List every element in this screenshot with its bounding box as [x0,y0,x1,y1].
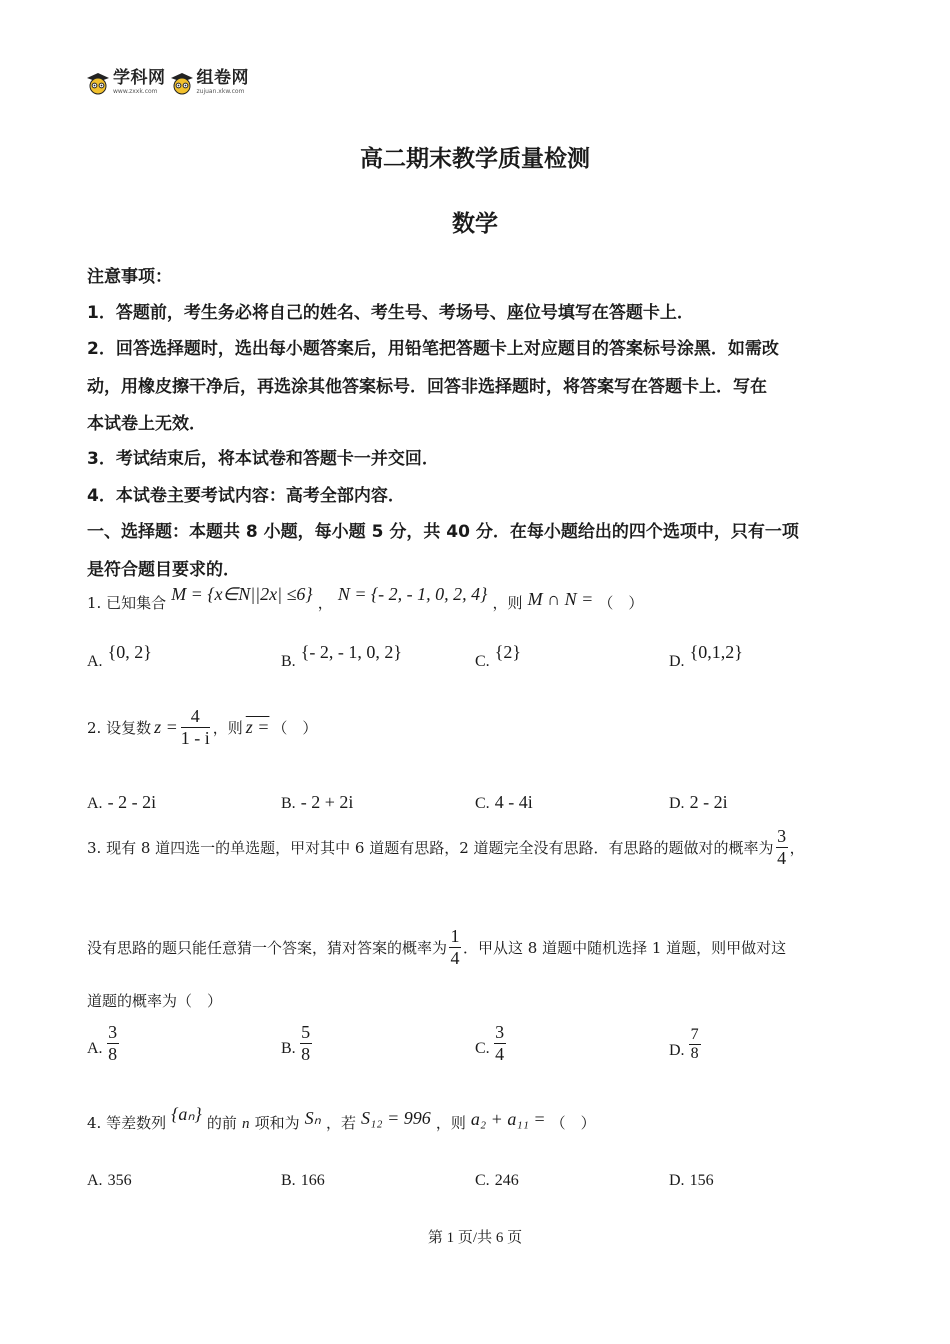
question-3-line-1 [87,826,805,868]
notice-item-3: 3．考试结束后，将本试卷和答题卡一并交回． [87,449,439,469]
q3-option-c [475,1022,506,1064]
q1-set-m: M = {x∈N||2x| ≤6} [171,584,313,604]
option-value: {- 2, - 1, 0, 2} [300,642,403,662]
option-fraction [300,1022,312,1064]
section-heading-line-2: 是符合题目要求的． [87,560,240,580]
mascot-icon [170,71,194,95]
section-heading-line-1: 一、选择题：本题共 8 小题，每小题 5 分，共 40 分．在每小题给出的四个选项中，只有一项 [87,522,799,542]
q4-n: n [241,1116,250,1132]
option-value: 2 - 2i [689,792,728,812]
option-value: {0,1,2} [689,642,743,662]
q2-option-d [669,792,728,813]
q2-option-c [475,792,533,813]
question-4 [87,1104,596,1133]
q4-s12: S₁₂ = 996 [361,1108,431,1128]
q4-mid-2: 项和为 [254,1114,300,1132]
q4-sequence: {aₙ} [171,1104,202,1124]
q4-sn: Sₙ [304,1108,321,1128]
option-den: 8 [108,1043,118,1064]
option-value: 4 - 4i [494,792,533,812]
option-label: C. [475,1040,490,1058]
logo-name-left: 学科网 [113,68,166,88]
option-value: 356 [107,1172,132,1189]
notice-item-2-line-2: 动，用橡皮擦干净后，再选涂其他答案标号．回答非选择题时，将答案写在答题卡上．写在 [87,377,767,397]
option-den: 8 [301,1043,311,1064]
q3-fraction-1-num: 3 [777,826,787,846]
option-label: C. [475,1172,490,1189]
q1-option-a [87,642,152,671]
notice-item-1: 1．答题前，考生务必将自己的姓名、考生号、考场号、座位号填写在答题卡上． [87,303,694,323]
option-label: A. [87,795,103,812]
q1-set-n: N = {- 2, - 1, 0, 2, 4} [337,584,488,604]
logo-name-right: 组卷网 [196,68,249,88]
q2-denominator: 1 - i [180,727,210,748]
q2-option-a [87,792,156,813]
q2-then: ，则 [212,718,243,737]
option-num: 7 [690,1026,699,1043]
q3-text-line-3: 道题的概率为（ ） [87,992,223,1010]
q2-prefix: 2. 设复数 [87,718,152,737]
q1-prefix: 1. 已知集合 [87,594,167,612]
option-value: {0, 2} [107,642,152,662]
q2-numerator: 4 [190,706,200,726]
q3-option-b [281,1022,312,1064]
option-label: D. [669,795,685,812]
q3-fraction-1-den: 4 [777,847,787,868]
q1-option-d [669,642,743,671]
option-den: 8 [690,1045,699,1063]
exam-title: 高二期末教学质量检测 [360,146,590,172]
notice-item-2-line-3: 本试卷上无效． [87,414,206,434]
q1-comma: ， [317,594,333,612]
q3-fraction-2-den: 4 [450,947,460,968]
q2-zbar: z = [245,716,270,737]
q3-option-d [669,1026,701,1064]
option-label: B. [281,1040,296,1058]
option-label: A. [87,1040,103,1058]
option-num: 5 [301,1022,311,1042]
option-den: 4 [495,1043,505,1064]
option-label: C. [475,653,490,670]
question-1 [87,584,644,613]
q4-option-c [475,1170,519,1190]
option-num: 3 [495,1022,505,1042]
q1-then: ，则 [492,594,523,612]
q1-option-b [281,642,403,671]
option-value: 166 [300,1172,325,1189]
option-num: 3 [108,1022,118,1042]
subject-title: 数学 [452,211,498,237]
notice-item-2-line-1: 2．回答选择题时，选出每小题答案后，用铅笔把答题卡上对应题目的答案标号涂黑．如需改 [87,339,779,359]
option-value: 156 [689,1172,714,1189]
q3-option-a [87,1022,119,1064]
logo-url-left: www.zxxk.com [113,88,158,95]
question-3-line-2 [87,926,786,968]
q4-expression: a₂ + a₁₁ = [470,1109,546,1129]
option-value: 246 [494,1172,519,1189]
q4-option-a [87,1170,132,1190]
q4-answer-paren: （ ） [550,1114,596,1132]
q4-mid-3: ，若 [325,1114,356,1132]
q3-line-1-end: ， [789,838,805,857]
option-label: A. [87,1172,103,1189]
option-fraction [494,1022,506,1064]
q4-option-b [281,1170,325,1190]
option-value: - 2 - 2i [107,792,157,812]
option-label: B. [281,653,296,670]
option-label: A. [87,653,103,670]
q4-mid-4: ，则 [435,1114,466,1132]
option-fraction [107,1022,119,1064]
q3-fraction-2 [449,926,461,968]
q3-text-line-1: 3. 现有 8 道四选一的单选题，甲对其中 6 道题有思路，2 道题完全没有思路．有思路的题做对的概率为 [87,838,774,857]
q1-option-c [475,642,522,671]
option-value: {2} [494,642,522,662]
q4-prefix: 4. 等差数列 [87,1114,167,1132]
option-label: B. [281,795,296,812]
q2-answer-paren: （ ） [272,718,318,737]
q3-fraction-1 [776,826,788,868]
q4-mid-1: 的前 [206,1114,237,1132]
logo-xuekewang [86,70,166,95]
option-label: B. [281,1172,296,1189]
q1-answer-paren: （ ） [598,594,644,612]
q3-text-line-2a: 没有思路的题只能任意猜一个答案，猜对答案的概率为 [87,938,448,957]
q2-option-b [281,792,353,813]
option-fraction [689,1026,701,1064]
logo-zujuanwang [170,70,250,95]
q3-text-line-2b: ．甲从这 8 道题中随机选择 1 道题，则甲做对这 [463,938,787,957]
q1-expression: M ∩ N = [527,589,594,609]
option-label: D. [669,1041,685,1059]
notice-heading: 注意事项： [87,267,172,287]
logo-url-right: zujuan.xkw.com [196,88,245,95]
option-label: C. [475,795,490,812]
mascot-icon [86,71,110,95]
q2-fraction [181,706,210,748]
notice-item-4: 4．本试卷主要考试内容：高考全部内容． [87,486,405,506]
q3-fraction-2-num: 1 [450,926,460,946]
option-label: D. [669,1172,685,1189]
q2-z: z = [154,716,178,737]
page-number: 第 1 页/共 6 页 [427,1230,523,1246]
option-value: - 2 + 2i [300,792,354,812]
question-2 [87,706,317,748]
option-label: D. [669,653,685,670]
site-logo [86,70,249,95]
q4-option-d [669,1170,714,1190]
